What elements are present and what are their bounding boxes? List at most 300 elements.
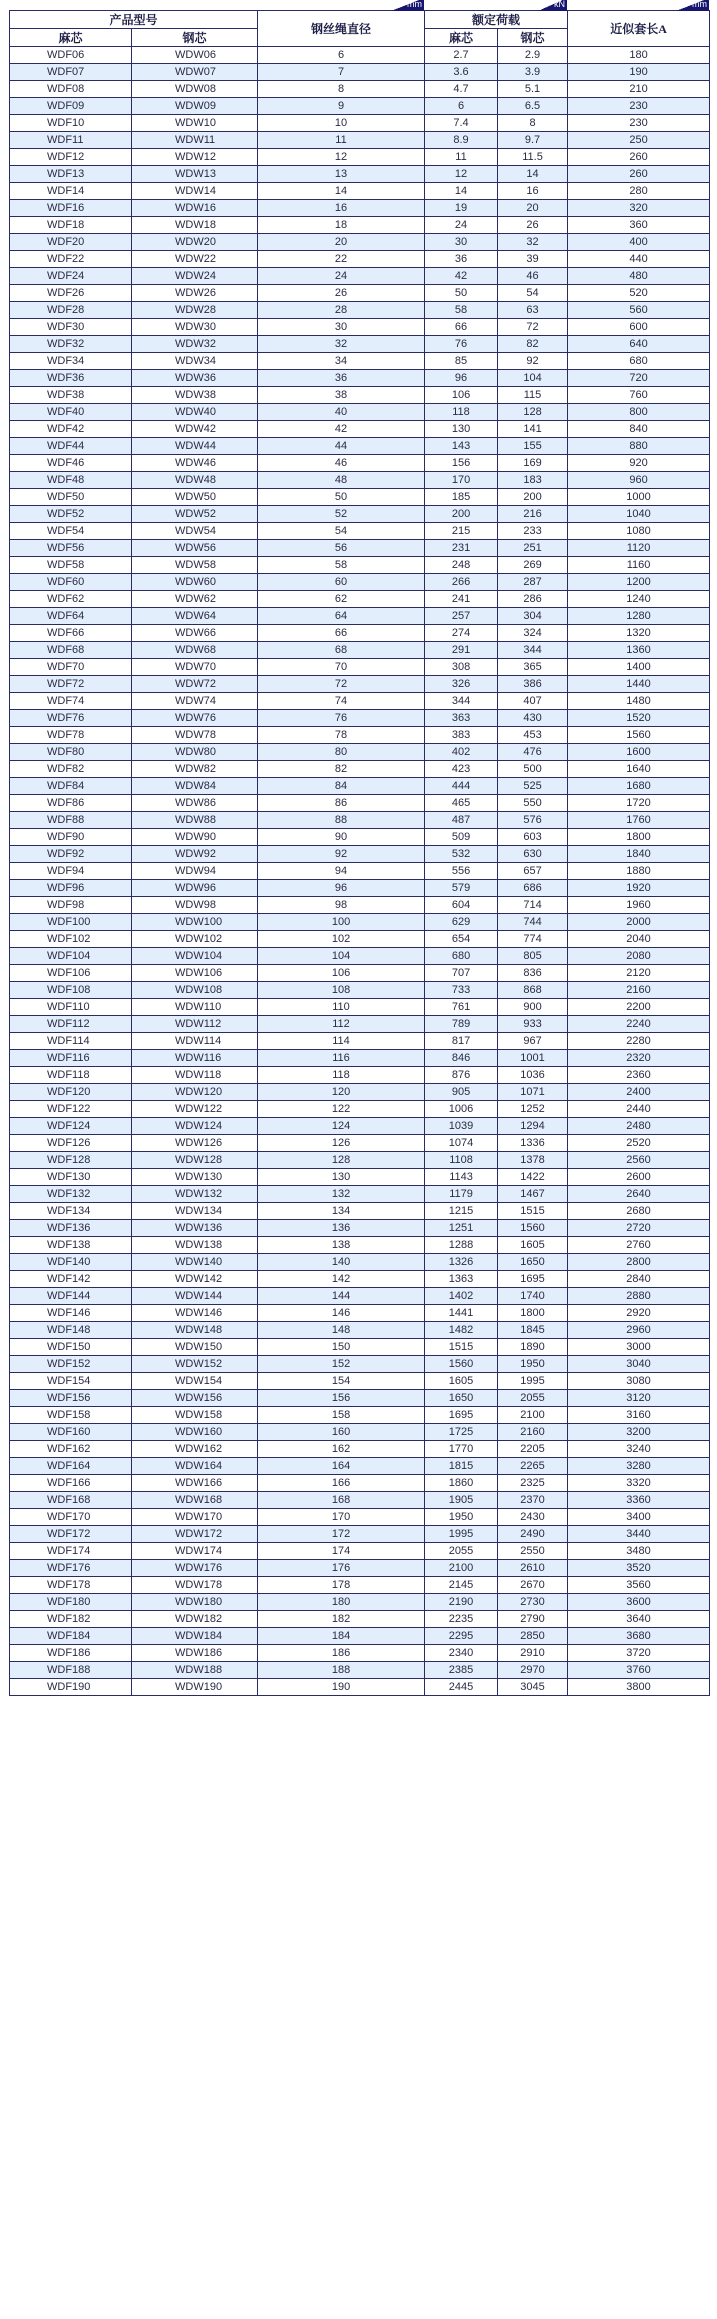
cell-load-steel-core: 2790 xyxy=(498,1611,568,1628)
cell-sleeve-length: 1640 xyxy=(568,761,710,778)
cell-fiber-core-model: WDF110 xyxy=(10,999,132,1016)
table-row xyxy=(10,1169,710,1186)
cell-sleeve-length: 1040 xyxy=(568,506,710,523)
cell-load-steel-core: 407 xyxy=(498,693,568,710)
cell-steel-core-model: WDW36 xyxy=(132,370,258,387)
cell-fiber-core-model: WDF58 xyxy=(10,557,132,574)
cell-sleeve-length: 3480 xyxy=(568,1543,710,1560)
table-row xyxy=(10,1679,710,1696)
cell-load-steel-core: 269 xyxy=(498,557,568,574)
cell-steel-core-model: WDW158 xyxy=(132,1407,258,1424)
table-row xyxy=(10,557,710,574)
cell-load-steel-core: 686 xyxy=(498,880,568,897)
cell-wire-diameter: 44 xyxy=(258,438,425,455)
cell-wire-diameter: 13 xyxy=(258,166,425,183)
table-row xyxy=(10,1084,710,1101)
cell-load-fiber-core: 2.7 xyxy=(425,47,498,64)
cell-wire-diameter: 12 xyxy=(258,149,425,166)
cell-sleeve-length: 3520 xyxy=(568,1560,710,1577)
cell-fiber-core-model: WDF142 xyxy=(10,1271,132,1288)
cell-sleeve-length: 1000 xyxy=(568,489,710,506)
header-load-steel-core: 钢芯 xyxy=(498,29,568,47)
cell-load-fiber-core: 274 xyxy=(425,625,498,642)
cell-steel-core-model: WDW132 xyxy=(132,1186,258,1203)
cell-steel-core-model: WDW06 xyxy=(132,47,258,64)
cell-sleeve-length: 3800 xyxy=(568,1679,710,1696)
cell-load-steel-core: 1001 xyxy=(498,1050,568,1067)
cell-wire-diameter: 72 xyxy=(258,676,425,693)
cell-load-steel-core: 1950 xyxy=(498,1356,568,1373)
cell-load-steel-core: 26 xyxy=(498,217,568,234)
cell-load-fiber-core: 1770 xyxy=(425,1441,498,1458)
cell-sleeve-length: 1200 xyxy=(568,574,710,591)
cell-fiber-core-model: WDF16 xyxy=(10,200,132,217)
cell-wire-diameter: 8 xyxy=(258,81,425,98)
cell-load-steel-core: 2430 xyxy=(498,1509,568,1526)
cell-load-fiber-core: 383 xyxy=(425,727,498,744)
cell-sleeve-length: 840 xyxy=(568,421,710,438)
table-row xyxy=(10,1577,710,1594)
cell-sleeve-length: 1880 xyxy=(568,863,710,880)
cell-sleeve-length: 1360 xyxy=(568,642,710,659)
table-row xyxy=(10,914,710,931)
cell-wire-diameter: 6 xyxy=(258,47,425,64)
cell-sleeve-length: 2920 xyxy=(568,1305,710,1322)
cell-load-steel-core: 2160 xyxy=(498,1424,568,1441)
table-row xyxy=(10,217,710,234)
cell-fiber-core-model: WDF44 xyxy=(10,438,132,455)
cell-load-steel-core: 3.9 xyxy=(498,64,568,81)
cell-load-steel-core: 386 xyxy=(498,676,568,693)
cell-load-fiber-core: 11 xyxy=(425,149,498,166)
cell-load-steel-core: 836 xyxy=(498,965,568,982)
cell-wire-diameter: 66 xyxy=(258,625,425,642)
cell-wire-diameter: 120 xyxy=(258,1084,425,1101)
cell-load-fiber-core: 707 xyxy=(425,965,498,982)
unit-mm-badge: mm xyxy=(391,0,424,11)
cell-fiber-core-model: WDF88 xyxy=(10,812,132,829)
cell-sleeve-length: 230 xyxy=(568,98,710,115)
cell-sleeve-length: 2040 xyxy=(568,931,710,948)
cell-wire-diameter: 154 xyxy=(258,1373,425,1390)
cell-wire-diameter: 160 xyxy=(258,1424,425,1441)
cell-sleeve-length: 3160 xyxy=(568,1407,710,1424)
cell-fiber-core-model: WDF74 xyxy=(10,693,132,710)
cell-wire-diameter: 16 xyxy=(258,200,425,217)
cell-fiber-core-model: WDF84 xyxy=(10,778,132,795)
cell-load-fiber-core: 789 xyxy=(425,1016,498,1033)
table-row xyxy=(10,115,710,132)
cell-wire-diameter: 110 xyxy=(258,999,425,1016)
cell-load-fiber-core: 257 xyxy=(425,608,498,625)
table-row xyxy=(10,1254,710,1271)
cell-sleeve-length: 3040 xyxy=(568,1356,710,1373)
table-row xyxy=(10,268,710,285)
cell-wire-diameter: 70 xyxy=(258,659,425,676)
cell-wire-diameter: 118 xyxy=(258,1067,425,1084)
cell-load-fiber-core: 76 xyxy=(425,336,498,353)
cell-sleeve-length: 800 xyxy=(568,404,710,421)
cell-load-fiber-core: 308 xyxy=(425,659,498,676)
cell-wire-diameter: 42 xyxy=(258,421,425,438)
cell-load-steel-core: 1650 xyxy=(498,1254,568,1271)
cell-steel-core-model: WDW54 xyxy=(132,523,258,540)
cell-sleeve-length: 1320 xyxy=(568,625,710,642)
table-row xyxy=(10,200,710,217)
cell-sleeve-length: 1960 xyxy=(568,897,710,914)
table-row xyxy=(10,421,710,438)
cell-fiber-core-model: WDF134 xyxy=(10,1203,132,1220)
cell-load-fiber-core: 1605 xyxy=(425,1373,498,1390)
cell-steel-core-model: WDW142 xyxy=(132,1271,258,1288)
cell-fiber-core-model: WDF96 xyxy=(10,880,132,897)
cell-wire-diameter: 74 xyxy=(258,693,425,710)
cell-load-fiber-core: 1179 xyxy=(425,1186,498,1203)
cell-load-steel-core: 1071 xyxy=(498,1084,568,1101)
cell-steel-core-model: WDW140 xyxy=(132,1254,258,1271)
cell-fiber-core-model: WDF80 xyxy=(10,744,132,761)
cell-steel-core-model: WDW42 xyxy=(132,421,258,438)
cell-sleeve-length: 3440 xyxy=(568,1526,710,1543)
cell-load-steel-core: 500 xyxy=(498,761,568,778)
cell-wire-diameter: 92 xyxy=(258,846,425,863)
cell-load-steel-core: 967 xyxy=(498,1033,568,1050)
cell-load-fiber-core: 532 xyxy=(425,846,498,863)
table-row xyxy=(10,659,710,676)
cell-wire-diameter: 146 xyxy=(258,1305,425,1322)
cell-steel-core-model: WDW68 xyxy=(132,642,258,659)
header-fiber-core: 麻芯 xyxy=(10,29,132,47)
cell-fiber-core-model: WDF22 xyxy=(10,251,132,268)
cell-load-fiber-core: 1363 xyxy=(425,1271,498,1288)
cell-fiber-core-model: WDF112 xyxy=(10,1016,132,1033)
cell-load-fiber-core: 50 xyxy=(425,285,498,302)
cell-fiber-core-model: WDF94 xyxy=(10,863,132,880)
table-row xyxy=(10,285,710,302)
cell-fiber-core-model: WDF40 xyxy=(10,404,132,421)
cell-load-steel-core: 476 xyxy=(498,744,568,761)
table-row xyxy=(10,1135,710,1152)
cell-fiber-core-model: WDF09 xyxy=(10,98,132,115)
cell-wire-diameter: 20 xyxy=(258,234,425,251)
cell-load-fiber-core: 1039 xyxy=(425,1118,498,1135)
cell-sleeve-length: 180 xyxy=(568,47,710,64)
cell-fiber-core-model: WDF166 xyxy=(10,1475,132,1492)
cell-load-steel-core: 2100 xyxy=(498,1407,568,1424)
table-body xyxy=(10,47,710,1696)
cell-steel-core-model: WDW118 xyxy=(132,1067,258,1084)
table-row xyxy=(10,1509,710,1526)
cell-wire-diameter: 7 xyxy=(258,64,425,81)
cell-fiber-core-model: WDF122 xyxy=(10,1101,132,1118)
cell-load-fiber-core: 2190 xyxy=(425,1594,498,1611)
cell-load-steel-core: 324 xyxy=(498,625,568,642)
cell-load-steel-core: 2610 xyxy=(498,1560,568,1577)
table-row xyxy=(10,489,710,506)
cell-steel-core-model: WDW112 xyxy=(132,1016,258,1033)
cell-load-steel-core: 216 xyxy=(498,506,568,523)
cell-fiber-core-model: WDF164 xyxy=(10,1458,132,1475)
cell-sleeve-length: 1160 xyxy=(568,557,710,574)
cell-fiber-core-model: WDF100 xyxy=(10,914,132,931)
cell-fiber-core-model: WDF24 xyxy=(10,268,132,285)
cell-steel-core-model: WDW70 xyxy=(132,659,258,676)
cell-sleeve-length: 1120 xyxy=(568,540,710,557)
cell-fiber-core-model: WDF168 xyxy=(10,1492,132,1509)
table-row xyxy=(10,1101,710,1118)
cell-fiber-core-model: WDF82 xyxy=(10,761,132,778)
cell-load-steel-core: 453 xyxy=(498,727,568,744)
cell-fiber-core-model: WDF138 xyxy=(10,1237,132,1254)
cell-fiber-core-model: WDF114 xyxy=(10,1033,132,1050)
cell-sleeve-length: 2200 xyxy=(568,999,710,1016)
cell-fiber-core-model: WDF72 xyxy=(10,676,132,693)
cell-wire-diameter: 164 xyxy=(258,1458,425,1475)
cell-fiber-core-model: WDF12 xyxy=(10,149,132,166)
cell-sleeve-length: 3200 xyxy=(568,1424,710,1441)
cell-wire-diameter: 40 xyxy=(258,404,425,421)
cell-load-fiber-core: 66 xyxy=(425,319,498,336)
cell-load-fiber-core: 12 xyxy=(425,166,498,183)
cell-load-fiber-core: 248 xyxy=(425,557,498,574)
cell-fiber-core-model: WDF52 xyxy=(10,506,132,523)
cell-load-steel-core: 2325 xyxy=(498,1475,568,1492)
cell-steel-core-model: WDW90 xyxy=(132,829,258,846)
table-row xyxy=(10,846,710,863)
cell-load-fiber-core: 556 xyxy=(425,863,498,880)
cell-load-steel-core: 128 xyxy=(498,404,568,421)
cell-steel-core-model: WDW154 xyxy=(132,1373,258,1390)
cell-sleeve-length: 2760 xyxy=(568,1237,710,1254)
cell-wire-diameter: 184 xyxy=(258,1628,425,1645)
cell-sleeve-length: 3360 xyxy=(568,1492,710,1509)
cell-load-fiber-core: 14 xyxy=(425,183,498,200)
table-row xyxy=(10,744,710,761)
table-row xyxy=(10,761,710,778)
cell-sleeve-length: 3600 xyxy=(568,1594,710,1611)
cell-fiber-core-model: WDF182 xyxy=(10,1611,132,1628)
table-row xyxy=(10,863,710,880)
cell-wire-diameter: 14 xyxy=(258,183,425,200)
cell-fiber-core-model: WDF102 xyxy=(10,931,132,948)
cell-steel-core-model: WDW11 xyxy=(132,132,258,149)
cell-wire-diameter: 178 xyxy=(258,1577,425,1594)
table-row xyxy=(10,1526,710,1543)
cell-sleeve-length: 1560 xyxy=(568,727,710,744)
cell-wire-diameter: 60 xyxy=(258,574,425,591)
cell-fiber-core-model: WDF76 xyxy=(10,710,132,727)
cell-fiber-core-model: WDF60 xyxy=(10,574,132,591)
table-row xyxy=(10,98,710,115)
cell-load-fiber-core: 2385 xyxy=(425,1662,498,1679)
cell-load-steel-core: 2490 xyxy=(498,1526,568,1543)
cell-wire-diameter: 34 xyxy=(258,353,425,370)
table-row xyxy=(10,234,710,251)
table-row xyxy=(10,1441,710,1458)
cell-steel-core-model: WDW60 xyxy=(132,574,258,591)
table-row xyxy=(10,1492,710,1509)
cell-sleeve-length: 1440 xyxy=(568,676,710,693)
cell-load-steel-core: 1560 xyxy=(498,1220,568,1237)
cell-load-fiber-core: 402 xyxy=(425,744,498,761)
cell-steel-core-model: WDW16 xyxy=(132,200,258,217)
cell-load-steel-core: 714 xyxy=(498,897,568,914)
cell-steel-core-model: WDW74 xyxy=(132,693,258,710)
cell-sleeve-length: 2320 xyxy=(568,1050,710,1067)
cell-steel-core-model: WDW12 xyxy=(132,149,258,166)
header-sleeve-length xyxy=(568,0,710,47)
cell-sleeve-length: 250 xyxy=(568,132,710,149)
cell-sleeve-length: 1240 xyxy=(568,591,710,608)
cell-wire-diameter: 56 xyxy=(258,540,425,557)
cell-steel-core-model: WDW172 xyxy=(132,1526,258,1543)
cell-fiber-core-model: WDF172 xyxy=(10,1526,132,1543)
table-row xyxy=(10,438,710,455)
cell-load-steel-core: 2.9 xyxy=(498,47,568,64)
cell-steel-core-model: WDW104 xyxy=(132,948,258,965)
cell-steel-core-model: WDW94 xyxy=(132,863,258,880)
cell-wire-diameter: 48 xyxy=(258,472,425,489)
cell-load-steel-core: 933 xyxy=(498,1016,568,1033)
table-row xyxy=(10,812,710,829)
cell-wire-diameter: 186 xyxy=(258,1645,425,1662)
cell-steel-core-model: WDW34 xyxy=(132,353,258,370)
cell-load-fiber-core: 215 xyxy=(425,523,498,540)
cell-fiber-core-model: WDF92 xyxy=(10,846,132,863)
cell-sleeve-length: 3760 xyxy=(568,1662,710,1679)
table-row xyxy=(10,1628,710,1645)
cell-load-fiber-core: 654 xyxy=(425,931,498,948)
table-row xyxy=(10,829,710,846)
cell-load-steel-core: 430 xyxy=(498,710,568,727)
table-row xyxy=(10,1662,710,1679)
cell-load-steel-core: 2730 xyxy=(498,1594,568,1611)
cell-steel-core-model: WDW66 xyxy=(132,625,258,642)
table-row xyxy=(10,1594,710,1611)
cell-fiber-core-model: WDF20 xyxy=(10,234,132,251)
cell-load-steel-core: 32 xyxy=(498,234,568,251)
cell-fiber-core-model: WDF136 xyxy=(10,1220,132,1237)
table-row xyxy=(10,387,710,404)
header-steel-core: 钢芯 xyxy=(132,29,258,47)
cell-wire-diameter: 50 xyxy=(258,489,425,506)
cell-load-steel-core: 46 xyxy=(498,268,568,285)
cell-fiber-core-model: WDF38 xyxy=(10,387,132,404)
cell-wire-diameter: 96 xyxy=(258,880,425,897)
cell-fiber-core-model: WDF116 xyxy=(10,1050,132,1067)
cell-steel-core-model: WDW150 xyxy=(132,1339,258,1356)
cell-sleeve-length: 3000 xyxy=(568,1339,710,1356)
table-row xyxy=(10,1645,710,1662)
table-row xyxy=(10,183,710,200)
cell-sleeve-length: 480 xyxy=(568,268,710,285)
cell-load-steel-core: 550 xyxy=(498,795,568,812)
cell-load-fiber-core: 423 xyxy=(425,761,498,778)
cell-load-steel-core: 2205 xyxy=(498,1441,568,1458)
table-row xyxy=(10,778,710,795)
cell-wire-diameter: 122 xyxy=(258,1101,425,1118)
cell-steel-core-model: WDW128 xyxy=(132,1152,258,1169)
cell-wire-diameter: 98 xyxy=(258,897,425,914)
cell-fiber-core-model: WDF90 xyxy=(10,829,132,846)
cell-wire-diameter: 28 xyxy=(258,302,425,319)
table-row xyxy=(10,166,710,183)
cell-wire-diameter: 68 xyxy=(258,642,425,659)
table-row xyxy=(10,591,710,608)
cell-sleeve-length: 3320 xyxy=(568,1475,710,1492)
cell-fiber-core-model: WDF13 xyxy=(10,166,132,183)
cell-wire-diameter: 62 xyxy=(258,591,425,608)
cell-load-steel-core: 1890 xyxy=(498,1339,568,1356)
cell-load-steel-core: 1605 xyxy=(498,1237,568,1254)
cell-load-steel-core: 200 xyxy=(498,489,568,506)
table-row xyxy=(10,149,710,166)
cell-wire-diameter: 106 xyxy=(258,965,425,982)
cell-steel-core-model: WDW46 xyxy=(132,455,258,472)
cell-fiber-core-model: WDF86 xyxy=(10,795,132,812)
cell-wire-diameter: 10 xyxy=(258,115,425,132)
cell-wire-diameter: 168 xyxy=(258,1492,425,1509)
cell-sleeve-length: 1520 xyxy=(568,710,710,727)
cell-load-fiber-core: 2145 xyxy=(425,1577,498,1594)
cell-load-steel-core: 805 xyxy=(498,948,568,965)
cell-fiber-core-model: WDF78 xyxy=(10,727,132,744)
cell-wire-diameter: 58 xyxy=(258,557,425,574)
cell-load-fiber-core: 579 xyxy=(425,880,498,897)
table-row xyxy=(10,540,710,557)
cell-wire-diameter: 9 xyxy=(258,98,425,115)
cell-fiber-core-model: WDF18 xyxy=(10,217,132,234)
cell-wire-diameter: 86 xyxy=(258,795,425,812)
cell-sleeve-length: 1920 xyxy=(568,880,710,897)
cell-load-steel-core: 72 xyxy=(498,319,568,336)
cell-load-fiber-core: 1515 xyxy=(425,1339,498,1356)
cell-fiber-core-model: WDF08 xyxy=(10,81,132,98)
cell-fiber-core-model: WDF178 xyxy=(10,1577,132,1594)
cell-sleeve-length: 3280 xyxy=(568,1458,710,1475)
cell-load-steel-core: 304 xyxy=(498,608,568,625)
cell-load-fiber-core: 1695 xyxy=(425,1407,498,1424)
cell-sleeve-length: 3120 xyxy=(568,1390,710,1407)
header-product-model: 产品型号 xyxy=(10,11,258,29)
cell-fiber-core-model: WDF98 xyxy=(10,897,132,914)
cell-load-fiber-core: 2235 xyxy=(425,1611,498,1628)
cell-steel-core-model: WDW72 xyxy=(132,676,258,693)
table-row xyxy=(10,336,710,353)
cell-steel-core-model: WDW76 xyxy=(132,710,258,727)
cell-fiber-core-model: WDF144 xyxy=(10,1288,132,1305)
cell-fiber-core-model: WDF152 xyxy=(10,1356,132,1373)
cell-steel-core-model: WDW178 xyxy=(132,1577,258,1594)
cell-fiber-core-model: WDF28 xyxy=(10,302,132,319)
cell-load-steel-core: 141 xyxy=(498,421,568,438)
cell-load-fiber-core: 604 xyxy=(425,897,498,914)
cell-steel-core-model: WDW136 xyxy=(132,1220,258,1237)
cell-sleeve-length: 2000 xyxy=(568,914,710,931)
cell-fiber-core-model: WDF174 xyxy=(10,1543,132,1560)
cell-wire-diameter: 90 xyxy=(258,829,425,846)
cell-load-fiber-core: 1560 xyxy=(425,1356,498,1373)
table-row xyxy=(10,1271,710,1288)
cell-sleeve-length: 1480 xyxy=(568,693,710,710)
cell-load-fiber-core: 1815 xyxy=(425,1458,498,1475)
cell-sleeve-length: 1400 xyxy=(568,659,710,676)
cell-load-steel-core: 1845 xyxy=(498,1322,568,1339)
cell-steel-core-model: WDW134 xyxy=(132,1203,258,1220)
cell-steel-core-model: WDW08 xyxy=(132,81,258,98)
cell-load-fiber-core: 185 xyxy=(425,489,498,506)
cell-wire-diameter: 124 xyxy=(258,1118,425,1135)
